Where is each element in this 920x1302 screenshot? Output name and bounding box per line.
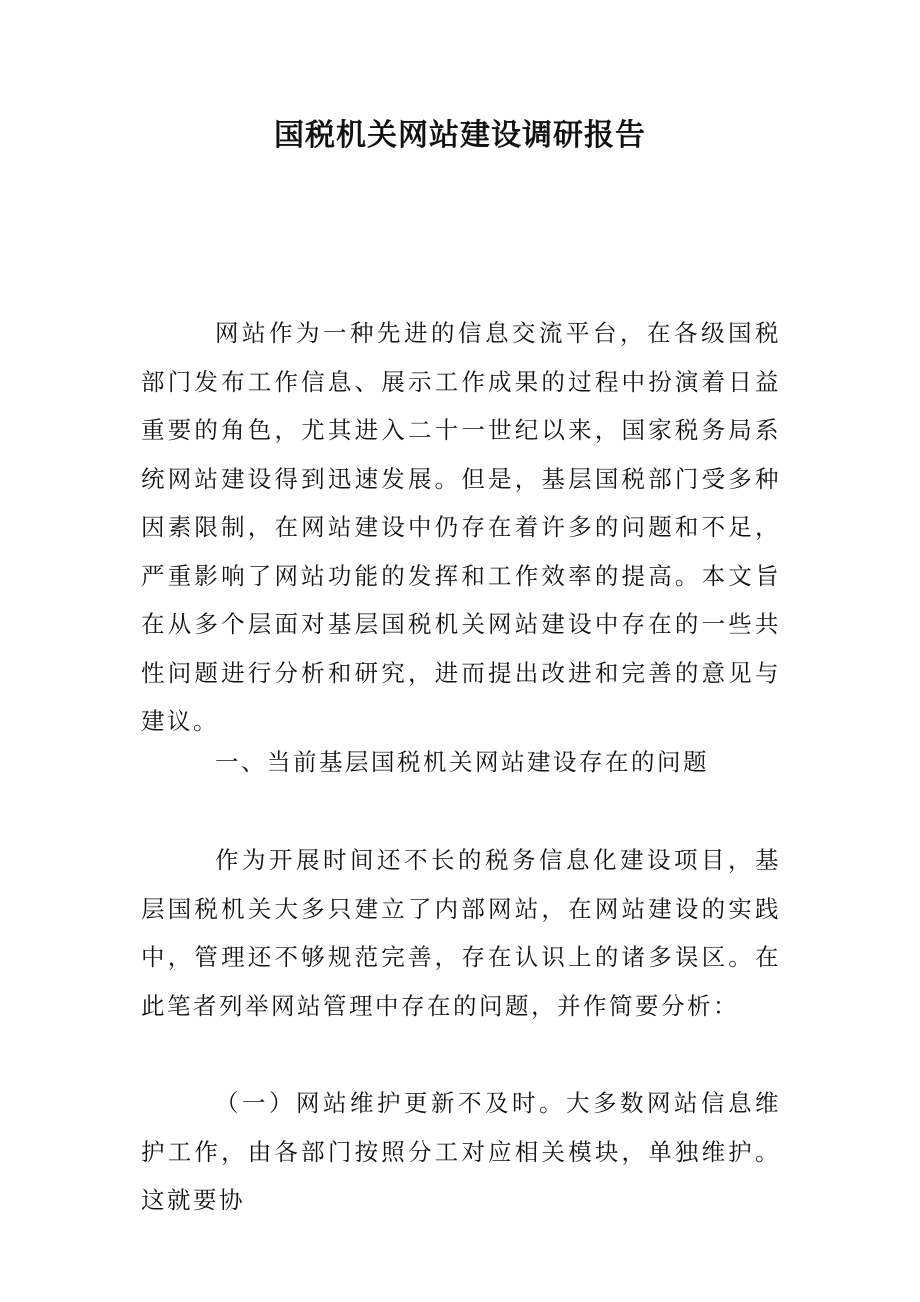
document-title: 国税机关网站建设调研报告 <box>274 118 646 153</box>
section-heading: 一、当前基层国税机关网站建设存在的问题 <box>215 748 709 776</box>
subsection-paragraph: （一）网站维护更新不及时。大多数网站信息维护工作，由各部门按照分工对应相关模块，单独维护。这就要协 <box>141 1089 781 1214</box>
section-paragraph: 作为开展时间还不长的税务信息化建设项目，基层国税机关大多只建立了内部网站，在网站建设的实践中，管理还不够规范完善，存在认识上的诸多误区。在此笔者列举网站管理中存在的问题，并作简要分析： <box>141 846 781 1020</box>
intro-paragraph: 网站作为一种先进的信息交流平台，在各级国税部门发布工作信息、展示工作成果的过程中扮演着日益重要的角色，尤其进入二十一世纪以来，国家税务局系统网站建设得到迅速发展。但是，基层国税部门受多种因素限制，在网站建设中仍存在着许多的问题和不足，严重影响了网站功能的发挥和工作效率的提高。本文旨在从多个层面对基层国税机关网站建设中存在的一些共性问题进行分析和研究，进而提出改进和完善的意见与建议。 <box>141 319 781 735</box>
